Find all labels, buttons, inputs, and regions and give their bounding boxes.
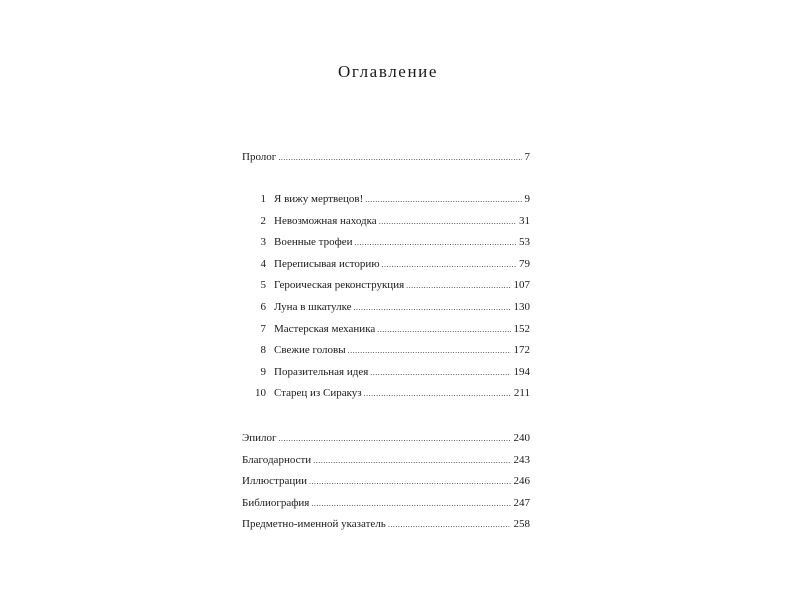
toc-entry-page: 7 bbox=[524, 151, 530, 163]
chapter-page: 107 bbox=[513, 279, 530, 292]
chapter-number: 5 bbox=[260, 279, 266, 292]
chapter-number: 9 bbox=[260, 365, 266, 378]
toc-chapter-row bbox=[242, 383, 530, 405]
chapter-title: Свежие головы bbox=[274, 344, 346, 357]
dot-leader bbox=[354, 297, 511, 319]
dot-leader bbox=[278, 147, 521, 169]
chapter-page: 194 bbox=[513, 365, 530, 378]
chapter-page: 9 bbox=[524, 193, 530, 205]
chapter-number: 2 bbox=[260, 214, 266, 227]
toc-entry-illustrations bbox=[242, 471, 530, 493]
chapter-page: 211 bbox=[513, 387, 530, 400]
toc-entry-index bbox=[242, 514, 530, 536]
chapter-page: 152 bbox=[513, 322, 530, 335]
toc-entry-page: 247 bbox=[513, 496, 530, 509]
toc-entry-label: Эпилог bbox=[242, 432, 277, 444]
toc-backmatter bbox=[242, 428, 530, 536]
dot-leader bbox=[379, 211, 516, 233]
chapter-number: 10 bbox=[255, 387, 266, 400]
toc-entry-bibliography bbox=[242, 493, 530, 515]
chapter-page: 130 bbox=[513, 300, 530, 313]
chapter-title: Я вижу мертвецов! bbox=[274, 193, 364, 205]
chapter-page: 172 bbox=[513, 344, 530, 357]
toc-entry-label: Иллюстрации bbox=[242, 475, 308, 488]
dot-leader bbox=[313, 450, 510, 472]
chapter-title: Луна в шкатулке bbox=[274, 300, 352, 313]
toc-entry-epilogue bbox=[242, 428, 530, 450]
toc-chapter-row bbox=[242, 232, 530, 254]
toc-chapter-row bbox=[242, 362, 530, 384]
chapter-title: Поразительная идея bbox=[274, 365, 369, 378]
toc-chapters bbox=[242, 189, 530, 405]
chapter-number: 7 bbox=[260, 322, 266, 335]
toc-entry-page: 258 bbox=[513, 518, 530, 531]
toc-prologue bbox=[242, 147, 530, 169]
toc-chapter-row bbox=[242, 254, 530, 276]
toc-entry-page: 243 bbox=[513, 453, 530, 466]
dot-leader bbox=[406, 275, 510, 297]
toc-chapter-row bbox=[242, 297, 530, 319]
dot-leader bbox=[364, 383, 511, 405]
chapter-page: 79 bbox=[519, 257, 530, 270]
chapter-number: 1 bbox=[260, 193, 266, 205]
toc-chapter-row bbox=[242, 340, 530, 362]
dot-leader bbox=[365, 189, 521, 211]
toc-entry-acknowledgements bbox=[242, 450, 530, 472]
toc-entry-label: Пролог bbox=[242, 151, 277, 163]
chapter-title: Героическая реконструкция bbox=[274, 279, 405, 292]
toc-entry-label: Библиография bbox=[242, 496, 310, 509]
chapter-title: Мастерская механика bbox=[274, 322, 376, 335]
chapter-title: Старец из Сиракуз bbox=[274, 387, 362, 400]
dot-leader bbox=[355, 232, 517, 254]
dot-leader bbox=[388, 514, 511, 536]
chapter-title: Военные трофеи bbox=[274, 236, 353, 249]
toc-entry-page: 240 bbox=[513, 432, 530, 444]
chapter-title: Невозможная находка bbox=[274, 214, 377, 227]
chapter-page: 31 bbox=[519, 214, 530, 227]
dot-leader bbox=[377, 319, 510, 341]
chapter-number: 3 bbox=[260, 236, 266, 249]
dot-leader bbox=[348, 340, 511, 362]
chapter-number: 8 bbox=[260, 344, 266, 357]
dot-leader bbox=[382, 254, 516, 276]
toc-chapter-row bbox=[242, 319, 530, 341]
chapter-number: 4 bbox=[260, 257, 266, 270]
chapter-title: Переписывая историю bbox=[274, 257, 380, 270]
chapter-number: 6 bbox=[260, 300, 266, 313]
toc-entry-page: 246 bbox=[513, 475, 530, 488]
dot-leader bbox=[279, 428, 511, 450]
toc-entry-label: Предметно-именной указатель bbox=[242, 518, 386, 531]
toc-entry-label: Благодарности bbox=[242, 453, 312, 466]
chapter-page: 53 bbox=[519, 236, 530, 249]
dot-leader bbox=[311, 493, 510, 515]
toc-chapter-row bbox=[242, 211, 530, 233]
toc-chapter-row bbox=[242, 189, 530, 211]
dot-leader bbox=[370, 362, 510, 384]
toc-entry-prologue bbox=[242, 147, 530, 169]
dot-leader bbox=[309, 471, 510, 493]
page-title: Оглавление bbox=[338, 62, 438, 81]
toc-chapter-row bbox=[242, 275, 530, 297]
